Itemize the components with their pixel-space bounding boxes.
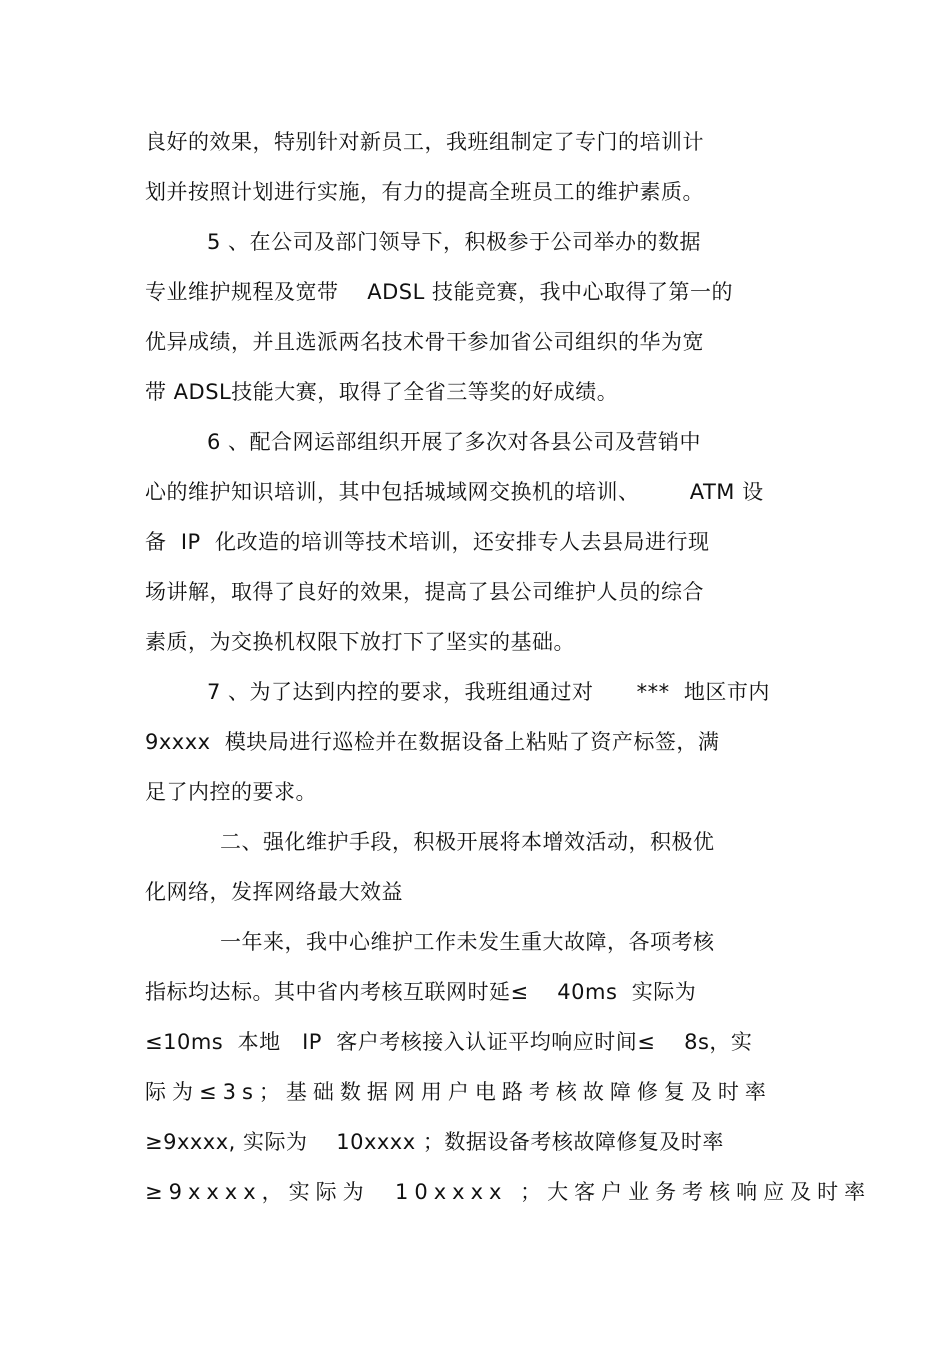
- paragraph-line: 专业维护规程及宽带 ADSL 技能竞赛，我中心取得了第一的: [145, 280, 733, 304]
- paragraph-line: 足了内控的要求。: [145, 780, 317, 804]
- paragraph-line: 6 、配合网运部组织开展了多次对各县公司及营销中: [207, 430, 702, 454]
- paragraph-line: 带 ADSL技能大赛，取得了全省三等奖的好成绩。: [145, 380, 619, 404]
- paragraph-line: 5 、在公司及部门领导下，积极参于公司举办的数据: [207, 230, 702, 254]
- paragraph-line: 优异成绩，并且选派两名技术骨干参加省公司组织的华为宽: [145, 330, 704, 354]
- section-heading-line: 二、强化维护手段，积极开展将本增效活动，积极优: [220, 830, 715, 854]
- paragraph-line: 良好的效果，特别针对新员工，我班组制定了专门的培训计: [145, 130, 704, 154]
- paragraph-line: 一年来，我中心维护工作未发生重大故障，各项考核: [220, 930, 715, 954]
- paragraph-line: 指标均达标。其中省内考核互联网时延≤ 40ms 实际为: [145, 980, 697, 1004]
- paragraph-line: 划并按照计划进行实施，有力的提高全班员工的维护素质。: [145, 180, 704, 204]
- paragraph-line: ≥9xxxx, 实际为 10xxxx ；数据设备考核故障修复及时率: [145, 1130, 724, 1154]
- paragraph-line: 际为≤3s；基础数据网用户电路考核故障修复及时率: [145, 1080, 772, 1104]
- paragraph-line: 7 、为了达到内控的要求，我班组通过对 *** 地区市内: [207, 680, 770, 704]
- paragraph-line: 素质，为交换机权限下放打下了坚实的基础。: [145, 630, 575, 654]
- paragraph-line: 9xxxx 模块局进行巡检并在数据设备上粘贴了资产标签，满: [145, 730, 720, 754]
- paragraph-line: ≤10ms 本地 IP 客户考核接入认证平均响应时间≤ 8s，实: [145, 1030, 753, 1054]
- section-heading-line: 化网络，发挥网络最大效益: [145, 880, 403, 904]
- paragraph-line: ≥9xxxx，实际为 10xxxx ；大客户业务考核响应及时率: [145, 1180, 872, 1204]
- paragraph-line: 场讲解，取得了良好的效果，提高了县公司维护人员的综合: [145, 580, 704, 604]
- paragraph-line: 备 IP 化改造的培训等技术培训，还安排专人去县局进行现: [145, 530, 710, 554]
- paragraph-line: 心的维护知识培训，其中包括城域网交换机的培训、 ATM 设: [145, 480, 764, 504]
